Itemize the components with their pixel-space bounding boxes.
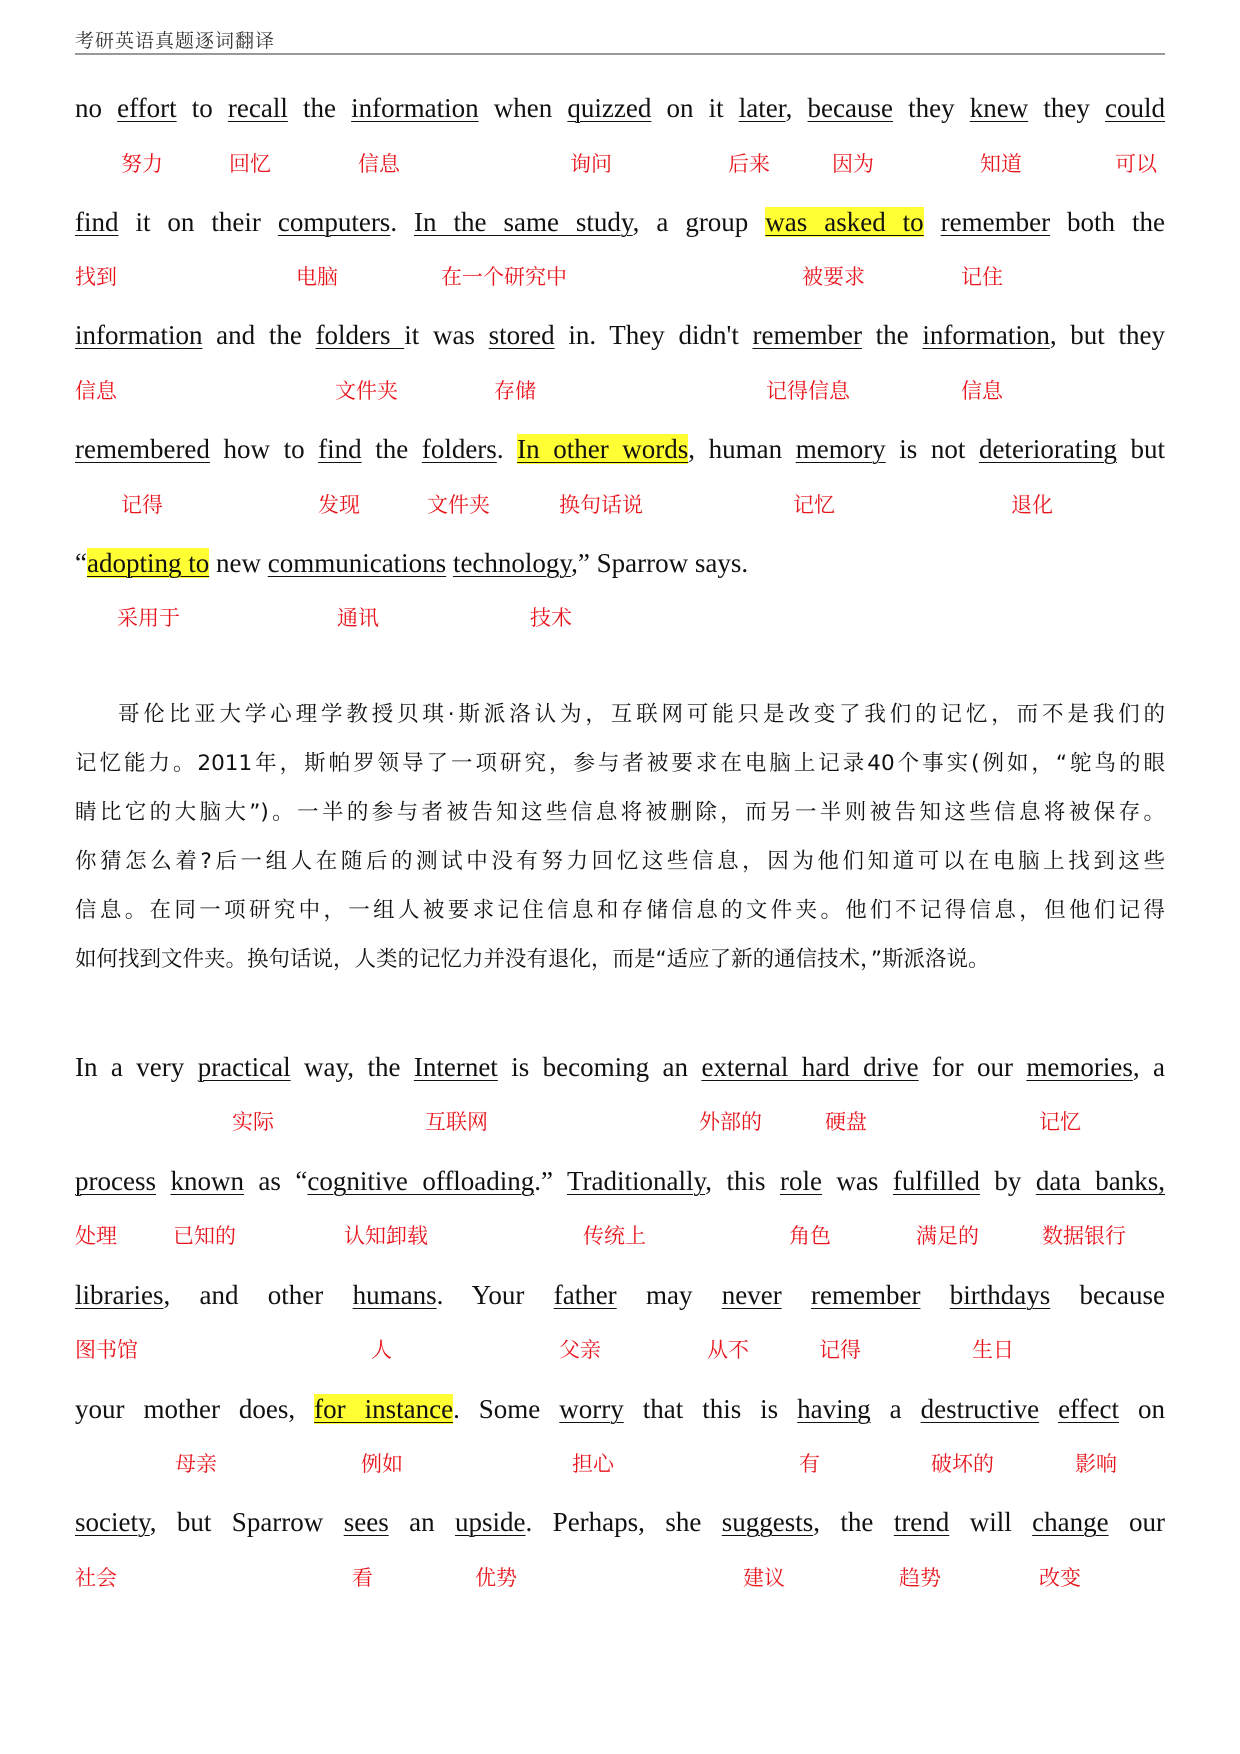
plain-text: .	[390, 207, 415, 237]
chinese-gloss: 认知卸载	[344, 1224, 428, 1248]
chinese-gloss: 人	[371, 1338, 392, 1362]
underlined-vocab-word: stored	[488, 320, 555, 350]
chinese-gloss: 询问	[570, 152, 612, 176]
plain-text: on	[1119, 1394, 1165, 1424]
plain-text	[446, 548, 453, 578]
chinese-gloss: 记忆	[793, 493, 835, 517]
english-line	[75, 206, 1165, 238]
underlined-vocab-word: data banks,	[1035, 1166, 1166, 1196]
plain-text: because	[1050, 1280, 1165, 1310]
chinese-gloss: 母亲	[175, 1452, 217, 1476]
english-line	[75, 319, 1165, 351]
underlined-vocab-word: could	[1105, 93, 1165, 123]
underlined-vocab-word: folders	[421, 434, 497, 464]
plain-text: the	[861, 320, 923, 350]
chinese-gloss: 图书馆	[75, 1338, 138, 1362]
underlined-vocab-word: deteriorating	[978, 434, 1117, 464]
plain-text: way, the	[290, 1052, 414, 1082]
plain-text	[782, 1280, 811, 1310]
plain-text: on it	[651, 93, 739, 123]
plain-text: by	[979, 1166, 1036, 1196]
plain-text: it on their	[118, 207, 278, 237]
highlighted-phrase: In other words	[517, 434, 689, 464]
plain-text: . Your	[436, 1280, 554, 1310]
page-header-title: 考研英语真题逐词翻译	[75, 30, 276, 52]
underlined-vocab-word: information	[75, 320, 203, 350]
underlined-vocab-word: humans	[352, 1280, 437, 1310]
chinese-gloss: 生日	[972, 1338, 1014, 1362]
plain-text: a	[870, 1394, 921, 1424]
chinese-gloss: 影响	[1075, 1452, 1117, 1476]
chinese-gloss: 传统上	[583, 1224, 646, 1248]
chinese-gloss: 后来	[728, 152, 770, 176]
underlined-vocab-word: information	[351, 93, 479, 123]
chinese-gloss: 社会	[75, 1566, 117, 1590]
plain-text: but	[1116, 434, 1165, 464]
underlined-vocab-word: remember	[811, 1280, 921, 1310]
english-line	[75, 547, 1165, 579]
header-divider	[75, 53, 1165, 55]
plain-text: . Perhaps, she	[525, 1507, 722, 1537]
underlined-vocab-word: recall	[227, 93, 288, 123]
underlined-vocab-word: fulfilled	[892, 1166, 980, 1196]
underlined-vocab-word: known	[170, 1166, 244, 1196]
english-line	[75, 1165, 1165, 1197]
chinese-translation-line: 如何找到文件夹。换句话说，人类的记忆力并没有退化，而是“适应了新的通信技术，”斯派洛说。	[75, 947, 990, 972]
chinese-gloss: 文件夹	[335, 379, 398, 403]
plain-text: , this	[705, 1166, 780, 1196]
plain-text: is not	[885, 434, 979, 464]
underlined-vocab-word: role	[779, 1166, 822, 1196]
underlined-vocab-word: quizzed	[567, 93, 652, 123]
chinese-gloss: 看	[352, 1566, 373, 1590]
plain-text: new	[209, 548, 268, 578]
chinese-gloss: 例如	[361, 1452, 403, 1476]
underlined-vocab-word: Traditionally	[567, 1166, 706, 1196]
underlined-vocab-word: effect	[1058, 1394, 1120, 1424]
underlined-vocab-word: change	[1032, 1507, 1109, 1537]
plain-text: how to	[209, 434, 319, 464]
chinese-gloss: 数据银行	[1042, 1224, 1126, 1248]
plain-text: to	[176, 93, 228, 123]
plain-text: the	[287, 93, 352, 123]
plain-text: that this is	[623, 1394, 798, 1424]
highlighted-phrase: adopting to	[86, 548, 210, 578]
plain-text: , but Sparrow	[149, 1507, 344, 1537]
plain-text: for our	[918, 1052, 1027, 1082]
plain-text: , a group	[632, 207, 766, 237]
plain-text	[1039, 1394, 1058, 1424]
underlined-vocab-word: memories	[1026, 1052, 1133, 1082]
underlined-vocab-word: practical	[197, 1052, 291, 1082]
chinese-gloss: 采用于	[117, 606, 180, 630]
highlighted-phrase: for instance	[314, 1394, 454, 1424]
underlined-vocab-word: sees	[343, 1507, 389, 1537]
underlined-vocab-word: In the same study	[414, 207, 633, 237]
plain-text: , but they	[1049, 320, 1165, 350]
underlined-vocab-word: libraries	[75, 1280, 164, 1310]
chinese-gloss: 信息	[961, 379, 1003, 403]
underlined-vocab-word: trend	[893, 1507, 950, 1537]
chinese-gloss: 建议	[743, 1566, 785, 1590]
chinese-gloss: 信息	[75, 379, 117, 403]
chinese-translation-line: 哥伦比亚大学心理学教授贝琪·斯派洛认为，互联网可能只是改变了我们的记忆，而不是我们的	[118, 702, 1165, 727]
chinese-gloss: 记住	[961, 265, 1003, 289]
chinese-gloss: 从不	[707, 1338, 749, 1362]
underlined-vocab-word: Internet	[413, 1052, 498, 1082]
underlined-vocab-word: external hard drive	[701, 1052, 919, 1082]
chinese-gloss: 被要求	[802, 265, 865, 289]
underlined-vocab-word: father	[553, 1280, 617, 1310]
chinese-translation-line: 你猜怎么着?后一组人在随后的测试中没有努力回忆这些信息，因为他们知道可以在电脑上找到这些	[75, 849, 1165, 874]
plain-text	[920, 1280, 949, 1310]
chinese-gloss: 担心	[572, 1452, 614, 1476]
chinese-gloss: 趋势	[899, 1566, 941, 1590]
chinese-gloss: 知道	[980, 152, 1022, 176]
underlined-vocab-word: remember	[940, 207, 1051, 237]
chinese-gloss: 改变	[1039, 1566, 1081, 1590]
plain-text: , and other	[163, 1280, 353, 1310]
plain-text: no	[75, 93, 118, 123]
chinese-gloss: 外部的	[699, 1110, 762, 1134]
chinese-gloss: 记得	[819, 1338, 861, 1362]
chinese-gloss: 电脑	[296, 265, 338, 289]
plain-text: our	[1108, 1507, 1165, 1537]
chinese-gloss: 发现	[318, 493, 360, 517]
plain-text	[924, 207, 941, 237]
underlined-vocab-word: computers	[277, 207, 391, 237]
plain-text: it was	[404, 320, 489, 350]
underlined-vocab-word: upside	[455, 1507, 526, 1537]
chinese-gloss: 角色	[789, 1224, 831, 1248]
chinese-gloss: 有	[799, 1452, 820, 1476]
underlined-vocab-word: suggests	[721, 1507, 814, 1537]
underlined-vocab-word: never	[721, 1280, 782, 1310]
chinese-gloss: 回忆	[229, 152, 271, 176]
underlined-vocab-word: find	[318, 434, 362, 464]
plain-text	[156, 1166, 170, 1196]
chinese-gloss: 在一个研究中	[441, 265, 567, 289]
underlined-vocab-word: effort	[117, 93, 177, 123]
english-line	[75, 92, 1165, 124]
plain-text: .”	[534, 1166, 568, 1196]
chinese-gloss: 优势	[475, 1566, 517, 1590]
plain-text: .	[496, 434, 518, 464]
chinese-gloss: 记得信息	[766, 379, 850, 403]
underlined-vocab-word: remembered	[75, 434, 210, 464]
chinese-gloss: 文件夹	[427, 493, 490, 517]
chinese-translation-line: 睛比它的大脑大”)。一半的参与者被告知这些信息将被删除，而另一半则被告知这些信息将被保存。	[75, 800, 1165, 825]
underlined-vocab-word: information	[922, 320, 1050, 350]
english-line	[75, 1051, 1165, 1083]
underlined-vocab-word: memory	[795, 434, 886, 464]
underlined-vocab-word: remember	[752, 320, 862, 350]
plain-text: ,	[785, 93, 808, 123]
chinese-gloss: 换句话说	[559, 493, 643, 517]
plain-text: they	[892, 93, 970, 123]
underlined-vocab-word: birthdays	[949, 1280, 1051, 1310]
chinese-gloss: 努力	[121, 152, 163, 176]
underlined-vocab-word: destructive	[920, 1394, 1040, 1424]
english-line	[75, 1279, 1165, 1311]
chinese-gloss: 退化	[1011, 493, 1053, 517]
plain-text: , the	[813, 1507, 894, 1537]
chinese-gloss: 破坏的	[931, 1452, 994, 1476]
plain-text: in. They didn't	[554, 320, 753, 350]
chinese-gloss: 处理	[75, 1224, 117, 1248]
chinese-gloss: 硬盘	[825, 1110, 867, 1134]
plain-text: In a very	[75, 1052, 198, 1082]
plain-text: will	[949, 1507, 1033, 1537]
chinese-translation-line: 信息。在同一项研究中，一组人被要求记住信息和存储信息的文件夹。他们不记得信息，但他们记得	[75, 898, 1165, 923]
chinese-gloss: 记得	[121, 493, 163, 517]
chinese-translation-line: 记忆能力。2011年，斯帕罗领导了一项研究，参与者被要求在电脑上记录40个事实(例如，“鸵鸟的眼	[75, 751, 1165, 776]
underlined-vocab-word: worry	[559, 1394, 624, 1424]
chinese-gloss: 因为	[832, 152, 874, 176]
plain-text: “	[75, 548, 87, 578]
underlined-vocab-word: having	[797, 1394, 871, 1424]
plain-text: both the	[1050, 207, 1166, 237]
underlined-vocab-word: communications	[267, 548, 447, 578]
underlined-vocab-word: cognitive offloading	[307, 1166, 535, 1196]
chinese-gloss: 记忆	[1039, 1110, 1081, 1134]
english-line	[75, 1506, 1165, 1538]
plain-text: , human	[688, 434, 796, 464]
plain-text: the	[361, 434, 422, 464]
plain-text: is becoming an	[497, 1052, 702, 1082]
chinese-gloss: 已知的	[173, 1224, 236, 1248]
plain-text: was	[821, 1166, 893, 1196]
underlined-vocab-word: folders	[315, 320, 405, 350]
chinese-gloss: 通讯	[337, 606, 379, 630]
plain-text: they	[1028, 93, 1105, 123]
english-line	[75, 433, 1165, 465]
chinese-gloss: 父亲	[559, 1338, 601, 1362]
chinese-gloss: 找到	[75, 265, 117, 289]
chinese-gloss: 可以	[1115, 152, 1157, 176]
chinese-gloss: 互联网	[425, 1110, 488, 1134]
plain-text: ,” Sparrow says.	[571, 548, 749, 578]
underlined-vocab-word: society	[75, 1507, 150, 1537]
chinese-gloss: 技术	[530, 606, 572, 630]
plain-text: and the	[202, 320, 316, 350]
chinese-gloss: 信息	[358, 152, 400, 176]
underlined-vocab-word: later	[738, 93, 786, 123]
plain-text: may	[616, 1280, 722, 1310]
underlined-vocab-word: knew	[969, 93, 1029, 123]
chinese-gloss: 满足的	[916, 1224, 979, 1248]
plain-text: , a	[1132, 1052, 1166, 1082]
highlighted-phrase: was asked to	[765, 207, 924, 237]
plain-text: your mother does,	[75, 1394, 315, 1424]
underlined-vocab-word: process	[75, 1166, 156, 1196]
plain-text: as “	[243, 1166, 308, 1196]
chinese-gloss: 实际	[232, 1110, 274, 1134]
english-line	[75, 1393, 1165, 1425]
underlined-vocab-word: because	[807, 93, 893, 123]
underlined-vocab-word: technology	[452, 548, 572, 578]
plain-text: an	[388, 1507, 456, 1537]
underlined-vocab-word: find	[75, 207, 119, 237]
plain-text: . Some	[453, 1394, 560, 1424]
chinese-gloss: 存储	[494, 379, 536, 403]
plain-text: when	[478, 93, 568, 123]
